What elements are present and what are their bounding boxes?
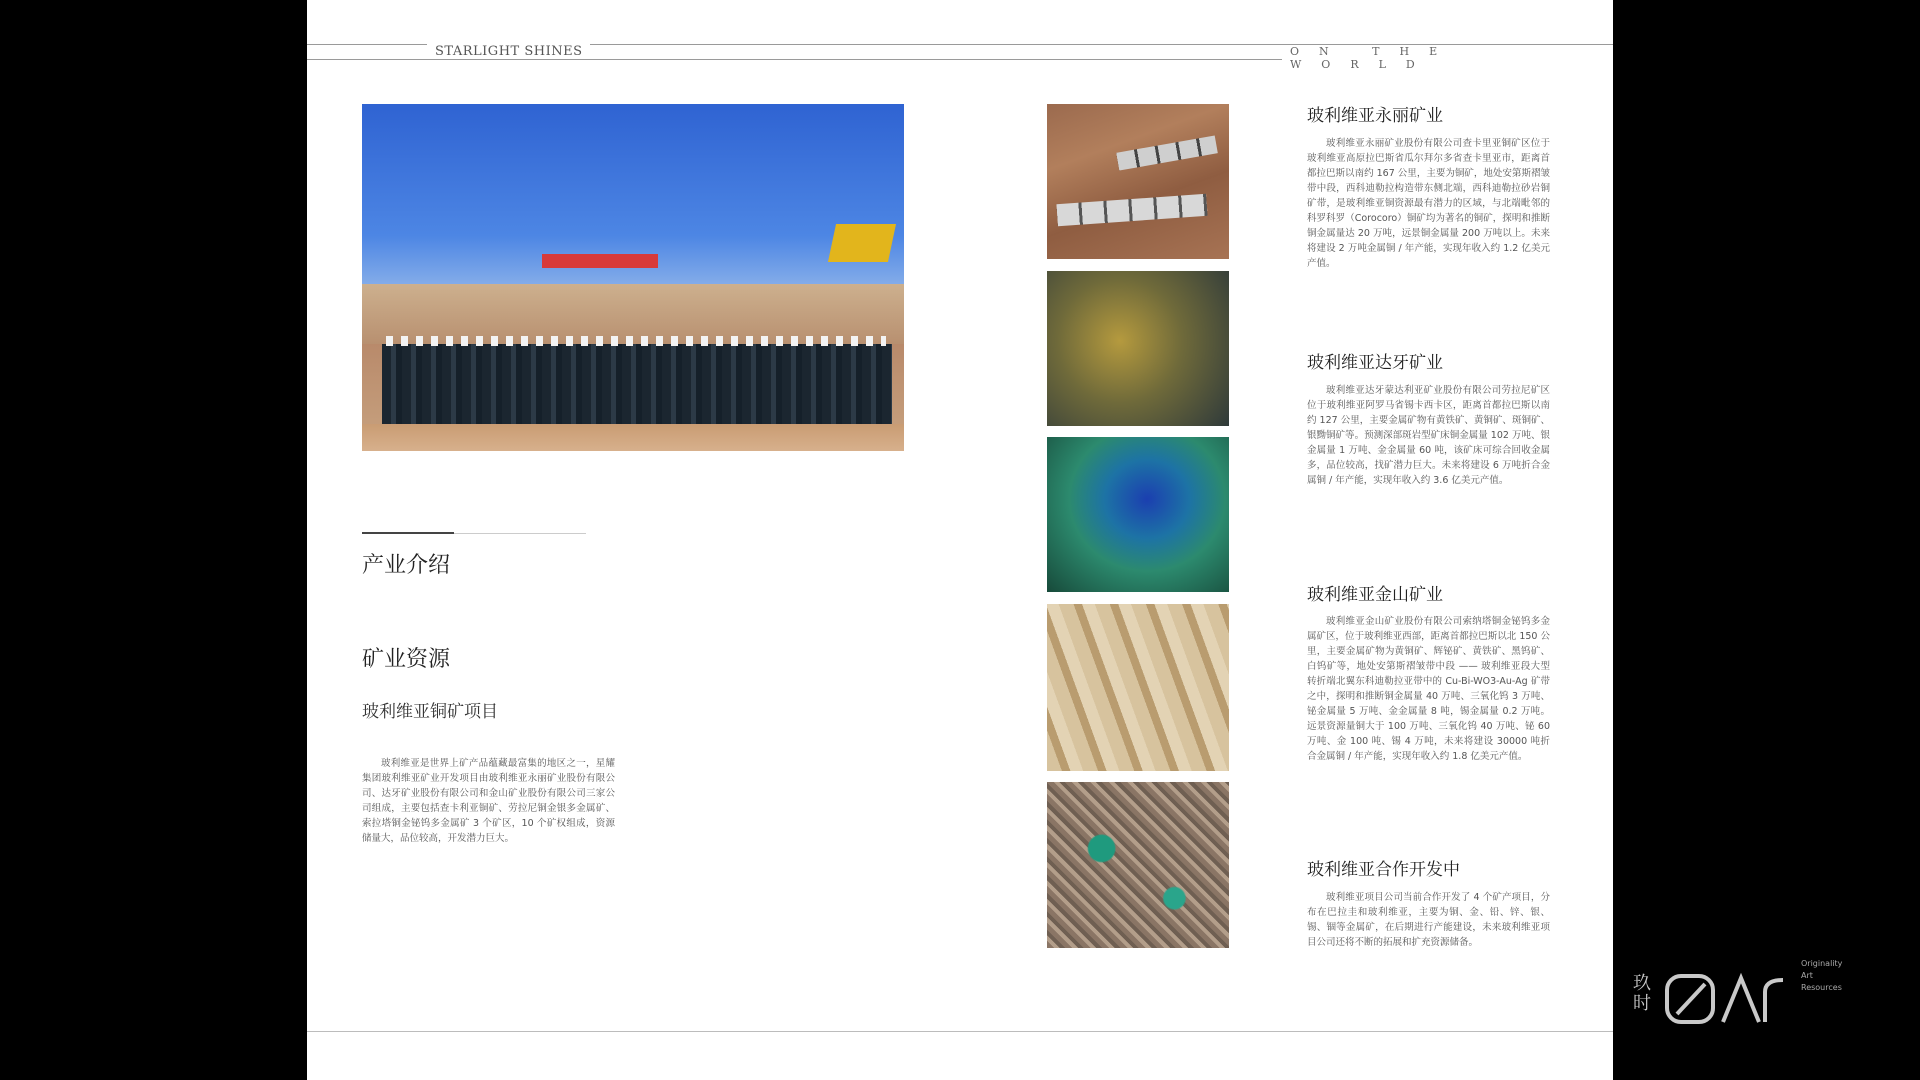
malachite-rock-photo bbox=[1047, 782, 1229, 948]
heading-industry: 产业介绍 bbox=[362, 553, 451, 578]
ore-sample-photo bbox=[1047, 271, 1229, 426]
footer-rule bbox=[307, 1031, 1613, 1032]
watermark-en-line3: Resources bbox=[1801, 983, 1842, 992]
group-photo bbox=[362, 104, 904, 451]
section-body-yongli: 玻利维亚永丽矿业股份有限公司查卡里亚铜矿区位于玻利维亚高原拉巴斯省瓜尔拜尔多省查卡里亚市，距离首都拉巴斯以南约 167 公里，主要为铜矿，地处安第斯褶皱带中段，西科迪勒拉构造带东侧北端，西科迪勒拉砂岩铜矿带，是玻利维亚铜资源最有潜力的区域，与北端毗邻的科罗科罗（Corocoro）铜矿均为著名的铜矿，探明和推断铜金属量达 20 万吨，远景铜金属量 200 万吨以上。未来将建设 2 万吨金属铜 / 年产能，实现年收入约 1.2 亿美元产值。 bbox=[1307, 138, 1550, 269]
watermark-en-line2: Art bbox=[1801, 971, 1813, 980]
section-title-daya: 玻利维亚达牙矿业 bbox=[1307, 353, 1443, 373]
ceremony-banner bbox=[542, 254, 658, 268]
watermark-logo bbox=[1633, 956, 1883, 1036]
section-body-jinshan: 玻利维亚金山矿业股份有限公司索纳塔铜金铋钨多金属矿区，位于玻利维亚西部，距离首都拉巴斯以北 150 公里，主要金属矿物为黄铜矿、辉铋矿、黄铁矿、黑钨矿、白钨矿等，地处安第斯褶皱带中段 —— 玻利维亚段大型转折端北翼东科迪勒拉亚带中的 Cu-Bi-WO3-Au-Ag 矿带之中，探明和推断铜金属量 40 万吨、三氧化钨 3 万吨、铋金属量 5 万吨、金金属量 8 吨，锡金属量 0.2 万吨。远景资源量铜大于 100 万吨、三氧化钨 40 万吨、铋 60 万吨、金 100 吨、锡 4 万吨，未来将建设 30000 吨折合金属铜 / 年产能，实现年收入约 1.8 亿美元产值。 bbox=[1307, 616, 1550, 762]
azurite-vein-photo bbox=[1047, 437, 1229, 592]
heading-mineral: 矿业资源 bbox=[362, 647, 451, 672]
watermark-en-line1: Originality bbox=[1801, 959, 1843, 968]
section-title-jinshan: 玻利维亚金山矿业 bbox=[1307, 585, 1443, 605]
section-title-yongli: 玻利维亚永丽矿业 bbox=[1307, 106, 1443, 126]
watermark-en bbox=[1801, 958, 1842, 994]
header-brand-left: STARLIGHT SHINES bbox=[427, 44, 590, 59]
document-page bbox=[307, 0, 1613, 1080]
heading-project: 玻利维亚铜矿项目 bbox=[362, 702, 498, 722]
section-rule bbox=[362, 532, 454, 534]
section-title-cooperation: 玻利维亚合作开发中 bbox=[1307, 860, 1460, 880]
watermark-mark-icon bbox=[1665, 972, 1797, 1026]
section-body-daya: 玻利维亚达牙蒙达利亚矿业股份有限公司劳拉尼矿区位于玻利维亚阿罗马省锡卡西卡区，距离首都拉巴斯以南约 127 公里，主要金属矿物有黄铁矿、黄铜矿、斑铜矿、银黝铜矿等。预测深部斑岩型矿床铜金属量 102 万吨、银金属量 1 万吨、金金属量 60 吨，该矿床可综合回收金属多，品位较高，找矿潜力巨大。未来将建设 6 万吨折合金属铜 / 年产能，实现年收入约 3.6 亿美元产值。 bbox=[1307, 385, 1550, 486]
intro-paragraph: 玻利维亚是世界上矿产品蕴藏最富集的地区之一，星耀集团玻利维亚矿业开发项目由玻利维亚永丽矿业股份有限公司、达牙矿业股份有限公司和金山矿业股份有限公司三家公司组成，主要包括查卡利亚铜矿、劳拉尼铜金银多金属矿、索拉塔铜金铋钨多金属矿 3 个矿区，10 个矿权组成，资源储量大，品位较高，开发潜力巨大。 bbox=[362, 758, 615, 844]
excavator bbox=[828, 224, 896, 262]
section-rule-light bbox=[454, 533, 586, 534]
section-body-cooperation: 玻利维亚项目公司当前合作开发了 4 个矿产项目，分布在巴拉圭和玻利维亚，主要为铜、金、铅、锌、银、锡、锢等金属矿，在后期进行产能建设，未来玻利维亚项目公司还将不断的拓展和扩充资源储备。 bbox=[1307, 892, 1550, 948]
header-brand-right: ON THE WORLD bbox=[1282, 45, 1613, 71]
mine-camp-photo bbox=[1047, 104, 1229, 259]
watermark-cn: 玖时 bbox=[1633, 973, 1651, 1014]
rock-outcrop-photo bbox=[1047, 604, 1229, 771]
